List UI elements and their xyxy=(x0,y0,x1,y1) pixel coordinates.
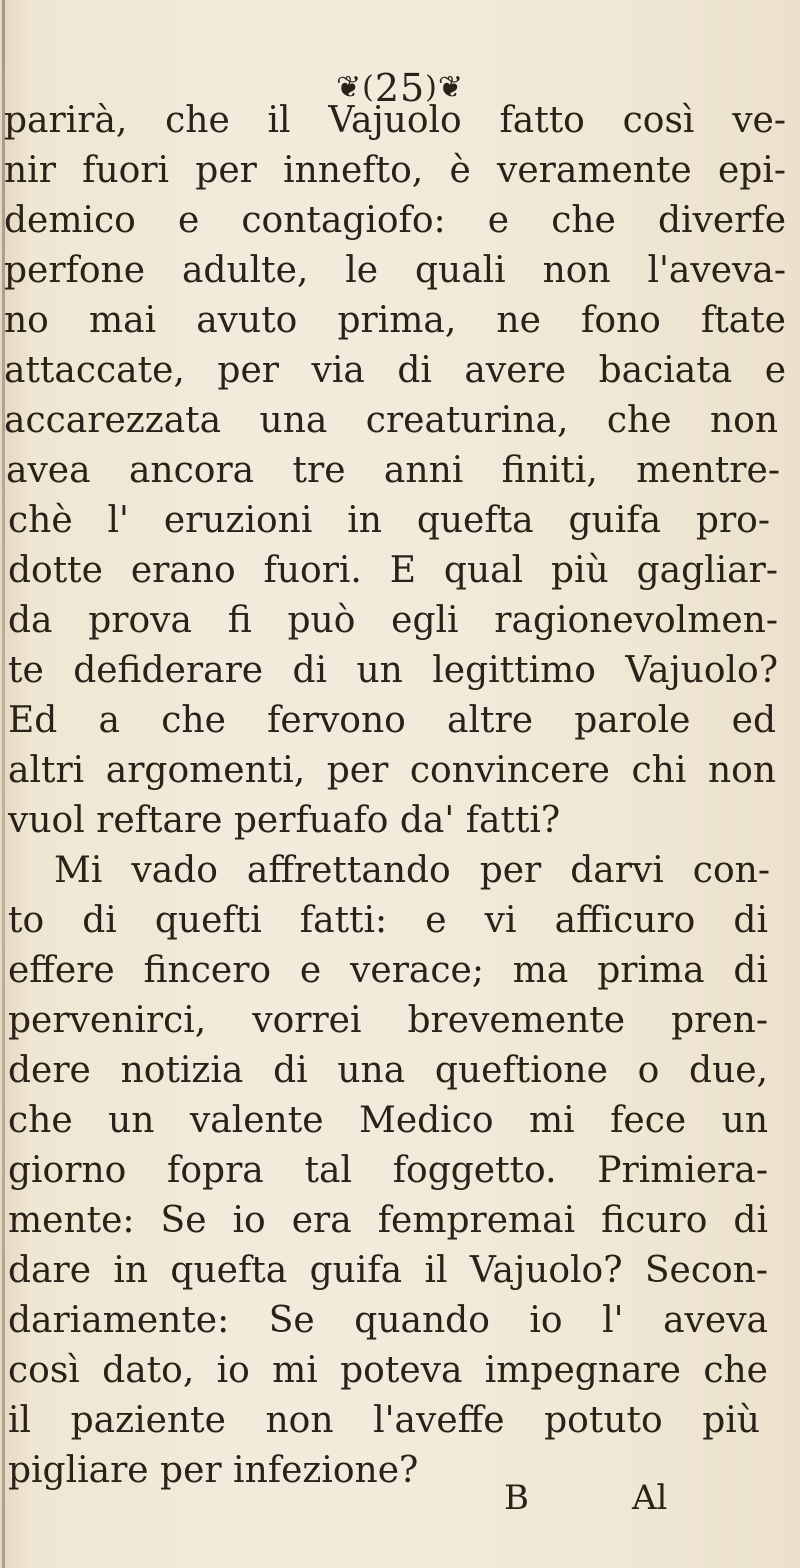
page-footer xyxy=(0,1478,800,1526)
text-line: perfone adulte, le quali non l'aveva- xyxy=(4,250,786,291)
text-line: che un valente Medico mi fece un xyxy=(8,1100,768,1141)
text-line: così dato, io mi poteva impegnare che xyxy=(8,1350,768,1391)
text-line: no mai avuto prima, ne fono ftate xyxy=(4,300,786,341)
text-line: vuol reftare perfuafo da' fatti? xyxy=(8,800,561,841)
text-line: effere fincero e verace; ma prima di xyxy=(8,950,768,991)
text-line: chè l' eruzioni in quefta guifa pro- xyxy=(8,500,770,541)
text-line: Mi vado affrettando per darvi con- xyxy=(54,850,770,891)
text-line: dare in quefta guifa il Vajuolo? Secon- xyxy=(8,1250,768,1291)
text-line: Ed a che fervono altre parole ed xyxy=(8,700,776,741)
text-line: dotte erano fuori. E qual più gagliar- xyxy=(8,550,778,591)
text-line: dariamente: Se quando io l' aveva xyxy=(8,1300,768,1341)
text-line: avea ancora tre anni finiti, mentre- xyxy=(6,450,780,491)
ornament-right-icon: )❦ xyxy=(425,70,465,105)
text-line: nir fuori per innefto, è veramente epi- xyxy=(4,150,786,191)
text-line: pervenirci, vorrei brevemente pren- xyxy=(8,1000,768,1041)
text-line: to di quefti fatti: e vi afficuro di xyxy=(8,900,768,941)
ornament-left-icon: ❦( xyxy=(335,70,375,105)
text-line: giorno fopra tal foggetto. Primiera- xyxy=(8,1150,768,1191)
text-line: accarezzata una creaturina, che non xyxy=(4,400,778,441)
text-line: te defiderare di un legittimo Vajuolo? xyxy=(8,650,778,691)
signature-mark: B xyxy=(504,1478,529,1518)
text-line: mente: Se io era fempremai ficuro di xyxy=(8,1200,768,1241)
text-line: da prova fi può egli ragionevolmen- xyxy=(8,600,778,641)
text-line: il paziente non l'aveffe potuto più xyxy=(8,1400,760,1441)
catchword: Al xyxy=(632,1478,668,1518)
text-line: demico e contagiofo: e che diverfe xyxy=(4,200,786,241)
page-number: 25 xyxy=(374,66,426,110)
text-line: parirà, che il Vajuolo fatto così ve- xyxy=(4,100,786,141)
text-line: altri argomenti, per convincere chi non xyxy=(8,750,776,791)
text-line: attaccate, per via di avere baciata e xyxy=(4,350,786,391)
text-line: dere notizia di una queftione o due, xyxy=(8,1050,768,1091)
text-line: pigliare per infezione? xyxy=(8,1450,419,1491)
